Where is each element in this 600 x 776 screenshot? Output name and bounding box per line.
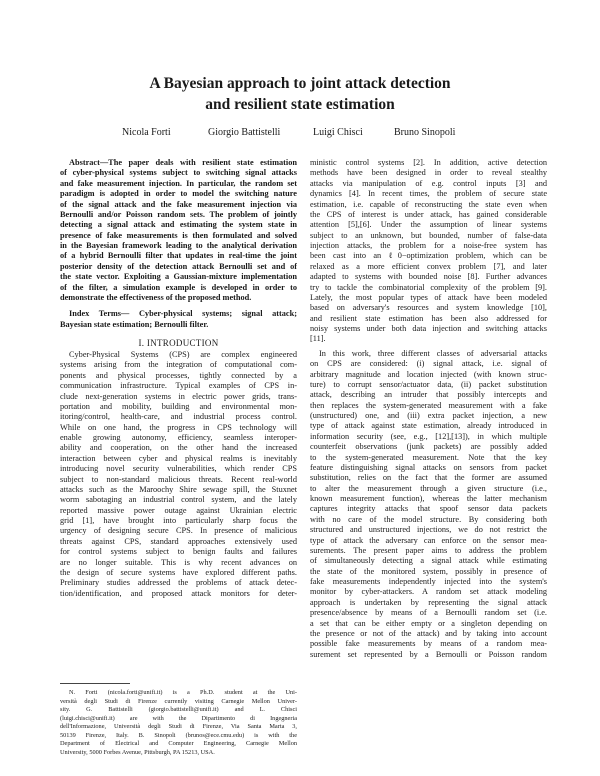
body-line: While on one hand, the progress in CPS technology will xyxy=(60,422,297,432)
abstract-line: demonstrate the effectiveness of the proposed method. xyxy=(60,292,252,302)
body-line: type of attack the adversary can enforce on the sensor mea- xyxy=(310,535,547,545)
abstract-line: detecting a signal attack and estimating the system state in xyxy=(60,220,297,230)
body-line: worm sabotaging an industrial control system, and the lately xyxy=(60,495,297,505)
body-line: noisy systems under both data injection and switching attacks xyxy=(310,324,547,333)
body-line: presence/absence by means of a Bernoulli random set (i.e. xyxy=(310,608,547,618)
body-line: type of attack against state estimation, already introduced in xyxy=(310,421,547,431)
body-line: tion/identification, and proposed attack monitors for deter- xyxy=(60,588,297,598)
footnote-line: 50139 Firenze, Italy. B. Sinopoli (brunos@ece.cmu.edu) is with the xyxy=(60,731,297,739)
body-line: ministic control systems [2]. In addition, active detection xyxy=(310,158,547,167)
author-name: Giorgio Battistelli xyxy=(208,127,281,138)
body-line: counterfeit observations (junk packets) are possibly added xyxy=(310,442,547,452)
body-line: estimation, i.e. capable of reconstructing the state even when xyxy=(310,199,547,209)
index-terms xyxy=(60,309,297,330)
footnote xyxy=(60,689,297,757)
body-line: feature distinguishing signal attacks on sensors from packet xyxy=(310,462,547,472)
index-terms-line: Bayesian state estimation; Bernoulli filter. xyxy=(60,319,209,329)
body-line: dynamics [4]. In recent times, the problem of secure state xyxy=(310,189,547,199)
right-column xyxy=(310,158,547,660)
body-line: introducing novel security vulnerabilities, which render CPS xyxy=(60,464,297,474)
footnote-rule xyxy=(60,683,130,684)
abstract-line: posterior density of the detection attack Bernoulli set and of xyxy=(60,261,297,271)
body-line: structured and unstructured injections, we do not restrict the xyxy=(310,525,547,535)
body-line: [11]. xyxy=(310,334,326,344)
body-line: grid [1], have brought into particularly sharp focus the xyxy=(60,516,297,525)
body-line: the design of secure systems have explored different paths. xyxy=(60,567,297,577)
abstract-line: Abstract—The paper deals with resilient state estimation xyxy=(69,158,297,167)
body-line: systems arising from the integration of computational com- xyxy=(60,360,297,370)
abstract-line: of the filter, a simulation example is developed in order to xyxy=(60,282,297,292)
abstract-line: Bernoulli and/or Poisson random sets. The problem of jointly xyxy=(60,209,297,219)
body-line: injection attacks, the problem for a noise-free system has xyxy=(310,241,547,250)
footnote-line: (luigi.chisci@unifi.it) are with the Dipartimento di Ingegneria xyxy=(60,714,297,722)
body-line: known measurement function), whereas the latter mechanism xyxy=(310,494,547,503)
body-line: of simultaneously detecting a signal attack while estimating xyxy=(310,556,547,566)
body-line: fake measurements independently injected into the system's xyxy=(310,577,547,586)
body-line: the CPS of interest is under attack, has gained considerable xyxy=(310,209,547,219)
index-terms-line: Index Terms— Cyber-physical systems; signal attack; xyxy=(69,309,297,319)
intro-paragraph xyxy=(60,350,297,599)
body-line: based on adversary's resources and system knowledge [10], xyxy=(310,303,547,313)
body-line: been cast into an ℓ0−optimization problem, which can be xyxy=(310,251,547,261)
body-paragraph xyxy=(310,349,547,660)
body-line: (unstructured) one, and (iii) extra packet injection, a new xyxy=(310,411,547,420)
body-line: with no care of the model structure. By considering both xyxy=(310,514,547,524)
body-line: ability and cooperation, on the other hand the increased xyxy=(60,443,297,453)
body-line: possible fake measurements by means of a random mea- xyxy=(310,639,547,649)
body-line: information security (see, e.g., [12],[13]), in which multiple xyxy=(310,431,547,441)
body-line: monitor by cyber-attackers. A random set attack modeling xyxy=(310,587,547,597)
body-line: attacks via manipulation of e.g. control inputs [3] and xyxy=(310,178,547,188)
body-line: approach is undertaken by representing the signal attack xyxy=(310,597,547,607)
body-line: In this work, three different classes of adversarial attacks xyxy=(319,348,547,358)
body-line: subject to non-standard malicious threats. Recent real-world xyxy=(60,474,297,484)
body-line: substitution, relies on the fact that the former are assumed xyxy=(310,473,547,483)
body-line: try to tackle the combinatorial complexity of the problem [9]. xyxy=(310,282,547,292)
body-line: to the system-generated measurement. Note that the key xyxy=(310,452,547,462)
abstract-line: paradigm is adopted in order to model the switching nature xyxy=(60,189,297,199)
abstract-line: of the signal attack and the fake measurement injection via xyxy=(60,199,297,209)
body-line: then replaces the system-generated measurement with a fake xyxy=(310,400,547,410)
body-line: attack, describing an intruder that possibly intercepts and xyxy=(310,390,547,400)
body-line: surement set represented by a Bernoulli or Poisson random xyxy=(310,649,547,659)
footnote-line: University, 5000 Forbes Avenue, Pittsburgh, PA 15213, USA. xyxy=(60,748,215,756)
abstract-line: the state vector. Exploiting a Gaussian-mixture implementation xyxy=(60,272,297,282)
body-line: relaxed as a more efficient convex problem [7], and later xyxy=(310,261,547,271)
body-line: communication infrastructure. Typical examples of CPS in- xyxy=(60,381,297,391)
body-line: and resilient state estimation has been also addressed for xyxy=(310,313,547,323)
body-line: portation and mobility, building and environmental mon- xyxy=(60,401,297,411)
body-line: Lately, the most popular types of attack have been modeled xyxy=(310,292,547,302)
body-line: a set that can be either empty or a singleton depending on xyxy=(310,618,547,628)
body-line: ponents and physical processes, tightly connected by a xyxy=(60,370,297,380)
body-line: enable growing autonomy, efficiency, seamless interoper- xyxy=(60,433,297,442)
footnote-line: Department of Electrical and Computer Engineering, Carnegie Mellon xyxy=(60,740,297,747)
body-line: Cyber-Physical Systems (CPS) are complex engineered xyxy=(69,350,297,359)
body-line: captures integrity attacks that spoof sensor data packets xyxy=(310,504,547,514)
paper-title-line-1: A Bayesian approach to joint attack detection xyxy=(149,75,451,92)
abstract-line: and fake measurement injection. In particular, the random set xyxy=(60,178,297,188)
body-line: itoring/control, health-care, and industrial process control. xyxy=(60,412,297,422)
body-line: the presence or not of the attack) and by taking into account xyxy=(310,628,547,638)
body-line: surements. The present paper aims to address the problem xyxy=(310,545,547,555)
body-line: ture) to corrupt sensor/actuator data, (ii) packet substitution xyxy=(310,379,547,389)
body-line: subject to an unknown, but bounded, number of false-data xyxy=(310,230,547,240)
section-heading: I. INTRODUCTION xyxy=(138,338,219,348)
abstract-line: of a hybrid Bernoulli filter that updates in real-time the joint xyxy=(60,251,297,261)
body-line: interaction between cyber and physical realms is inevitably xyxy=(60,453,297,463)
body-line: threats against CPS, standard approaches extensively used xyxy=(60,536,297,546)
author-name: Luigi Chisci xyxy=(313,127,363,138)
body-paragraph xyxy=(310,158,547,345)
abstract xyxy=(60,158,297,303)
footnote-line: sity. G. Battistelli (giorgio.battistelli@unifi.it) and L. Chisci xyxy=(60,706,297,713)
author-name: Nicola Forti xyxy=(122,127,171,138)
left-column xyxy=(60,158,297,599)
abstract-line: in the Bayesian framework leading to the analytical derivation xyxy=(60,241,297,250)
author-name: Bruno Sinopoli xyxy=(394,127,456,138)
footnote-line: N. Forti (nicola.forti@unifi.it) is a Ph.D. student at the Uni- xyxy=(69,689,297,696)
body-line: Preliminary studies addressed the problems of attack detec- xyxy=(60,578,297,588)
body-line: to alter the measurement through a given structure (i.e., xyxy=(310,483,547,493)
footnote-line: versità degli Studi di Firenze currently visiting Carnegie Mellon Univer- xyxy=(60,697,297,705)
body-line: are no longer suitable. This is why recent advances on xyxy=(60,557,297,567)
abstract-line: presence of fake measurements is then formulated and solved xyxy=(60,230,297,240)
body-line: reported massive power outage against Ukrainian electric xyxy=(60,505,297,515)
body-line: on CPS are considered: (i) signal attack, i.e. signal of xyxy=(310,359,547,369)
paper-title-line-2: and resilient state estimation xyxy=(205,96,395,113)
body-line: adapted to systems with bounded noise [8]. Further advances xyxy=(310,272,547,282)
abstract-line: of cyber-physical systems subject to switching signal attacks xyxy=(60,168,297,178)
body-line: arbitrary magnitude and location injected (with known struc- xyxy=(310,369,547,379)
footnote-line: dell'Informazione, Università degli Studi di Firenze, Via Santa Marta 3, xyxy=(60,723,297,730)
body-line: for control systems subject to benign faults and failures xyxy=(60,547,297,557)
body-line: urgency of designing secure CPS. In presence of malicious xyxy=(60,526,297,536)
body-line: methods have been designed in order to reveal stealthy xyxy=(310,168,547,178)
body-line: the state of the monitored system, possibly in presence of xyxy=(310,566,547,576)
body-line: attention [5],[6]. Under the assumption of linear systems xyxy=(310,220,547,230)
body-line: attacks such as the Maroochy Shire sewage spill, the Stuxnet xyxy=(60,484,297,494)
body-line: clude next-generation systems in electric power grids, trans- xyxy=(60,391,297,401)
